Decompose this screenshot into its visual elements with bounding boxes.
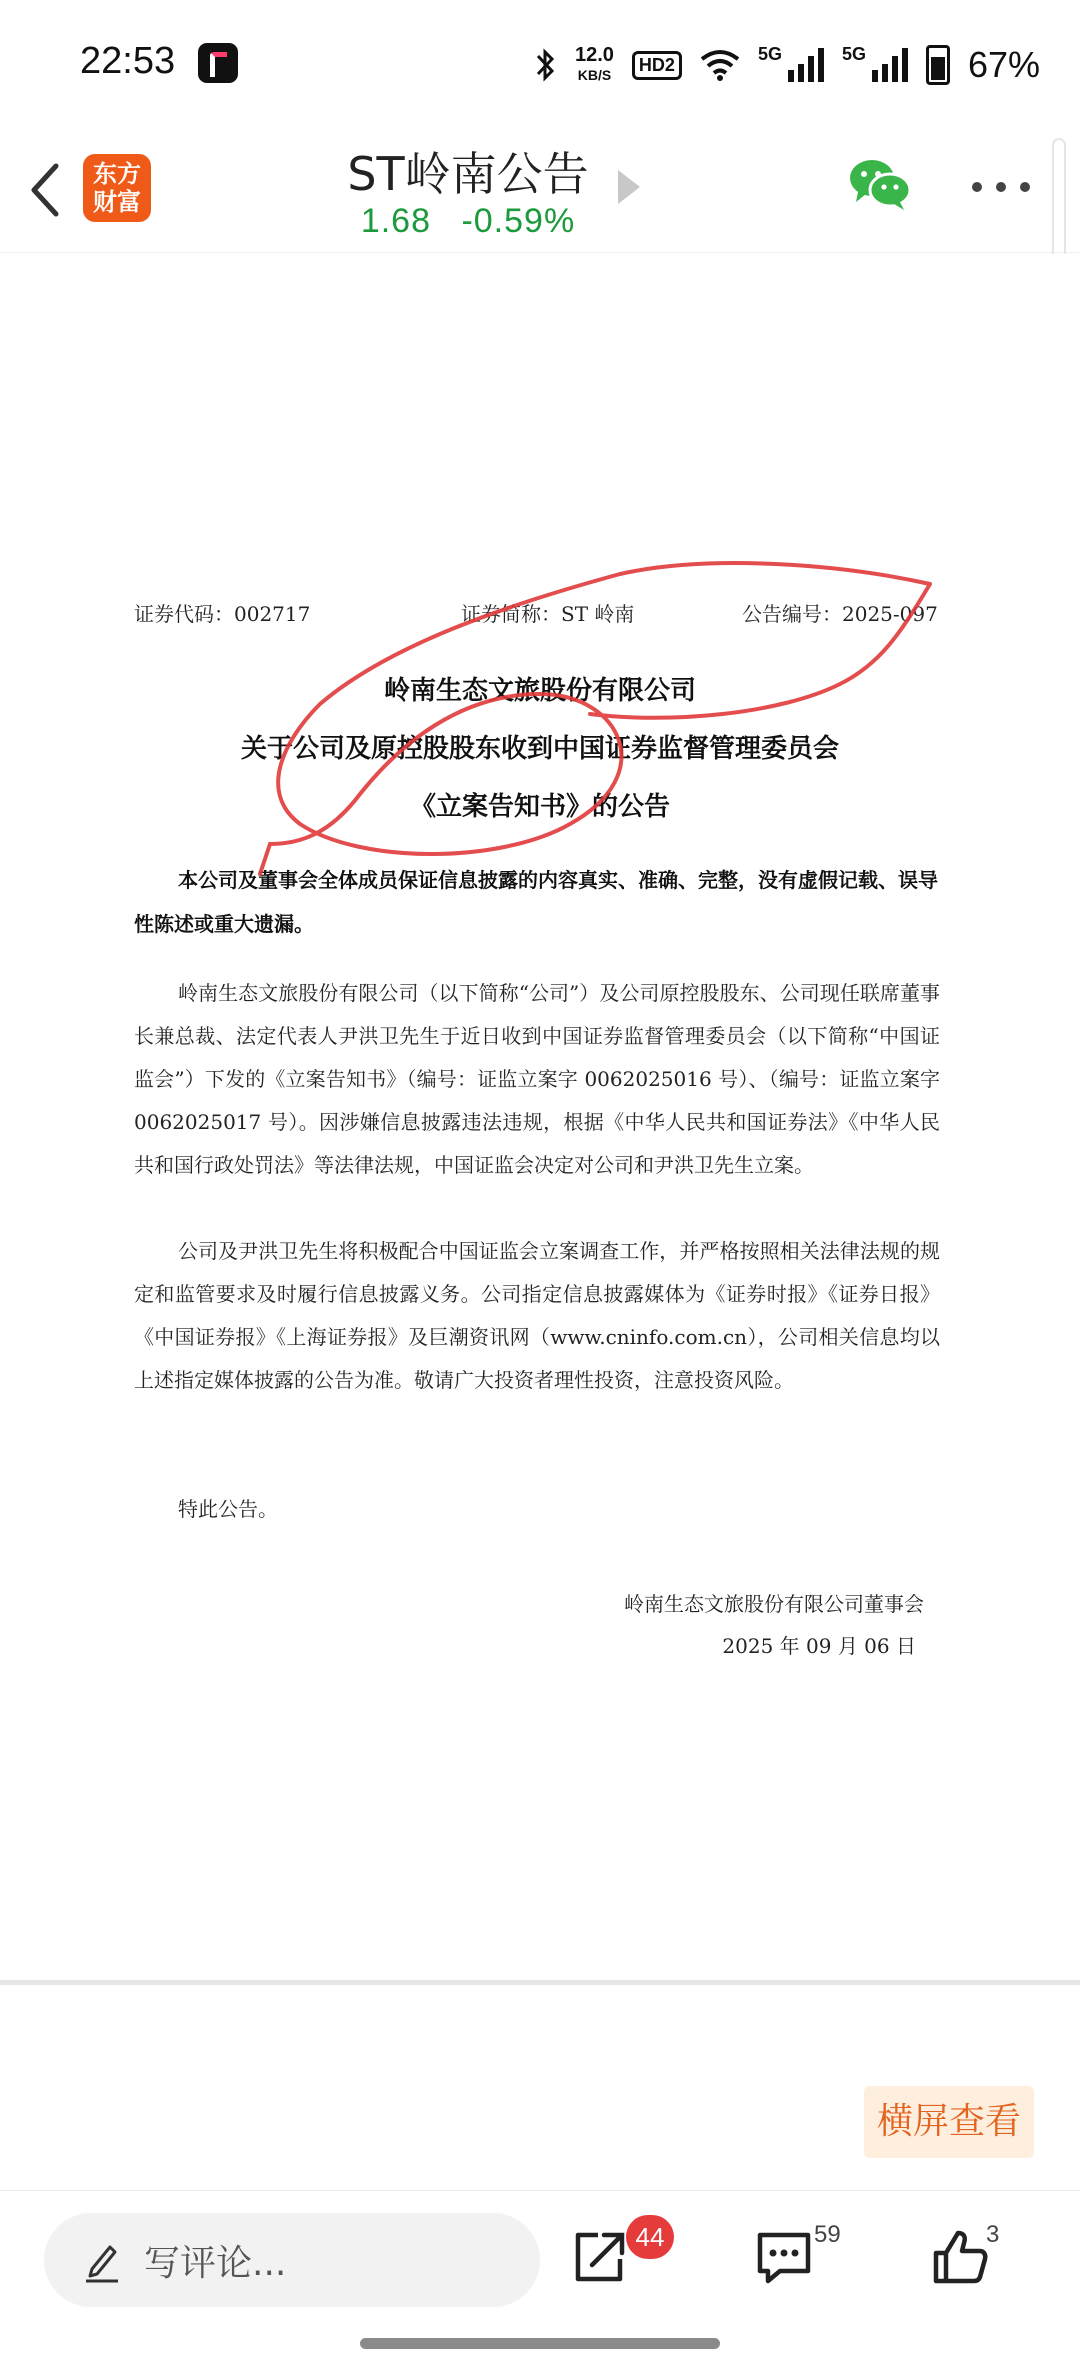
play-icon[interactable] — [618, 170, 640, 204]
net-speed — [575, 45, 614, 85]
comment-icon[interactable] — [754, 2227, 814, 2287]
like-count: 3 — [986, 2221, 1000, 2248]
battery-level — [931, 57, 945, 80]
status-indicators — [535, 40, 1040, 90]
battery-icon — [926, 45, 950, 85]
pencil-icon — [82, 2239, 122, 2283]
signal-icon-sim1 — [757, 44, 824, 82]
doc-title-line2: 关于公司及原控股股东收到中国证券监督管理委员会 — [240, 734, 839, 764]
net-speed-value: 12.0 — [574, 44, 614, 66]
landscape-view-button[interactable]: 横屏查看 — [864, 2086, 1034, 2158]
paragraph-2: 公司及尹洪卫先生将积极配合中国证监会立案调查工作，并严格按照相关法律法规的规定和监管要求及时履行信息披露义务。公司指定信息披露媒体为《证券时报》《证券日报》《中国证券报》《上海证券报》及巨潮资讯网（www.cninfo.com.cn），公司相关信息均以上述指定媒体披露的公告为准。敬请广大投资者理性投资，注意投资风险。 — [134, 1239, 940, 1392]
status-bar — [0, 0, 1080, 130]
net-speed-unit: KB/S — [577, 67, 612, 83]
security-short-name: 证券简称：ST 岭南 — [461, 602, 635, 626]
notice-number: 公告编号：2025-097 — [742, 602, 938, 626]
signature-date: 2025 年 09 月 06 日 — [722, 1634, 916, 1658]
stock-quote[interactable] — [0, 202, 936, 241]
hand-drawn-annotation — [240, 544, 940, 904]
board-statement: 本公司及董事会全体成员保证信息披露的内容真实、准确、完整，没有虚假记载、误导性陈述或重大遗漏。 — [134, 868, 938, 936]
wifi-icon — [700, 49, 740, 81]
logo-line1: 东方 — [93, 160, 141, 188]
more-icon[interactable] — [972, 182, 1032, 194]
home-indicator[interactable] — [360, 2338, 720, 2349]
stock-change: -0.59% — [461, 202, 576, 240]
sim2-label: 5G — [841, 44, 866, 64]
doc-title-line3: 《立案告知书》的公告 — [409, 792, 670, 822]
stock-price: 1.68 — [360, 202, 431, 240]
closing-text: 特此公告。 — [178, 1497, 278, 1521]
comment-placeholder: 写评论... — [144, 2243, 287, 2284]
sim1-label: 5G — [757, 44, 782, 64]
scroll-handle[interactable] — [1052, 138, 1066, 272]
share-count-badge: 44 — [626, 2215, 674, 2259]
like-icon[interactable] — [930, 2227, 990, 2287]
top-nav-bar — [0, 130, 1080, 253]
announcement-document — [0, 254, 1080, 1980]
comment-input[interactable] — [44, 2213, 540, 2307]
comment-count: 59 — [814, 2221, 841, 2248]
douyin-app-icon — [198, 43, 238, 83]
status-time: 22:53 — [80, 40, 176, 82]
page-title: ST岭南公告 — [347, 147, 589, 201]
security-code: 证券代码：002717 — [134, 602, 311, 626]
signature: 岭南生态文旅股份有限公司董事会 — [624, 1592, 924, 1616]
signal-icon-sim2 — [841, 44, 908, 82]
battery-percent: 67% — [967, 44, 1040, 85]
wechat-icon[interactable] — [848, 156, 912, 212]
paragraph-1: 岭南生态文旅股份有限公司（以下简称“公司”）及公司原控股股东、公司现任联席董事长兼总裁、法定代表人尹洪卫先生于近日收到中国证券监督管理委员会（以下简称“中国证监会”）下发的《立案告知书》（编号：证监立案字 0062025016 号）、（编号：证监立案字 0062025017 号）。因涉嫌信息披露违法违规，根据《中华人民共和国证券法》《中华人民共和国行政处罚法》等法律法规，中国证监会决定对公司和尹洪卫先生立案。 — [134, 981, 940, 1177]
content-divider — [0, 1980, 1080, 1985]
share-icon[interactable] — [570, 2227, 630, 2287]
hd-badge: HD2 — [632, 51, 682, 80]
bluetooth-icon — [535, 47, 557, 83]
doc-company-title: 岭南生态文旅股份有限公司 — [383, 676, 696, 706]
logo-line2: 财富 — [93, 188, 141, 216]
